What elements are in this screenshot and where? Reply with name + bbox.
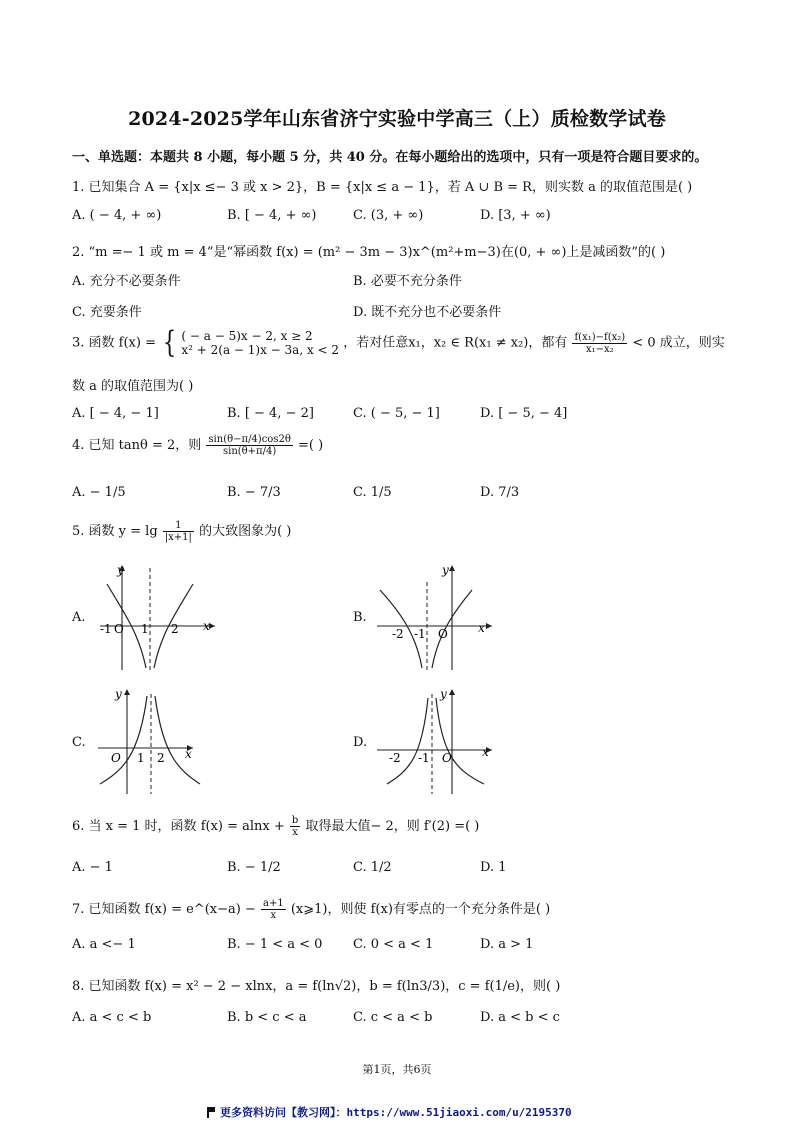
page-footer: 第1页，共6页 — [362, 1063, 432, 1076]
q6-prefix: 6. 当 x = 1 时，函数 f(x) = alnx + — [72, 819, 285, 834]
question-5-stem — [72, 520, 291, 543]
q1-option-b: B. [ − 4, + ∞) — [227, 208, 317, 223]
q4-option-d: D. 7/3 — [480, 485, 520, 500]
q6-fraction — [290, 815, 300, 838]
q3-option-c: C. ( − 5, − 1] — [353, 406, 440, 421]
question-3-stem — [72, 325, 725, 360]
graph-b — [372, 562, 497, 672]
graph-a-x-label: x — [203, 619, 210, 633]
q5-option-a-label: A. — [72, 610, 86, 625]
q7-fraction — [261, 898, 286, 921]
q4-fraction-numerator: sin(θ−π/4)cos2θ — [208, 434, 291, 445]
graph-b-tick-neg1: -1 — [414, 627, 426, 641]
piecewise-cases — [181, 329, 339, 357]
q1-option-d: D. [3, + ∞) — [480, 208, 551, 223]
graph-d-tick-neg2: -2 — [389, 751, 401, 765]
resource-link[interactable] — [207, 1104, 572, 1120]
q1-option-a: A. ( − 4, + ∞) — [72, 208, 162, 223]
graph-d-tick-neg1: -1 — [418, 751, 430, 765]
q3-option-a: A. [ − 4, − 1] — [72, 406, 159, 421]
resource-link-text: 更多资料访问【教习网】：https://www.51jiaoxi.com/u/2195370 — [220, 1106, 572, 1119]
question-3-line2: 数 a 的取值范围为( ) — [72, 379, 194, 394]
q2-option-a: A. 充分不必要条件 — [72, 274, 181, 289]
q6-option-b: B. − 1/2 — [227, 860, 281, 875]
q4-option-c: C. 1/5 — [353, 485, 392, 500]
graph-a-origin: O — [114, 622, 124, 636]
piecewise-brace: { — [162, 325, 177, 360]
graph-c-tick-1: 1 — [137, 751, 145, 765]
q7-prefix: 7. 已知函数 f(x) = e^(x−a) − — [72, 902, 256, 917]
q4-option-b: B. − 7/3 — [227, 485, 281, 500]
graph-d — [372, 686, 497, 796]
question-6-stem — [72, 815, 479, 838]
q8-option-c: C. c < a < b — [353, 1010, 433, 1025]
piecewise-case-2: x² + 2(a − 1)x − 3a, x < 2 — [181, 343, 340, 357]
question-1-stem: 1. 已知集合 A = {x|x ≤− 3 或 x > 2}，B = {x|x ≤ a − 1}，若 A ∪ B = R，则实数 a 的取值范围是( ) — [72, 180, 693, 195]
q5-prefix: 5. 函数 y = lg — [72, 524, 158, 539]
graph-c-origin: O — [111, 751, 121, 765]
q5-fraction-denominator: |x+1| — [164, 532, 192, 543]
graph-c — [95, 686, 220, 796]
q7-suffix: (x⩾1)，则使 f(x)有零点的一个充分条件是( ) — [290, 902, 551, 917]
graph-a-y-label: y — [117, 563, 124, 577]
question-7-stem — [72, 898, 550, 921]
q2-option-d: D. 既不充分也不必要条件 — [353, 305, 502, 320]
flag-icon — [207, 1107, 215, 1117]
q5-suffix: 的大致图象为( ) — [199, 524, 292, 539]
q3-option-b: B. [ − 4, − 2] — [227, 406, 314, 421]
q6-fraction-numerator: b — [291, 815, 299, 826]
q4-suffix: =( ) — [297, 438, 324, 453]
graph-b-tick-neg2: -2 — [392, 627, 404, 641]
q7-fraction-denominator: x — [270, 910, 277, 921]
q6-fraction-denominator: x — [292, 827, 298, 838]
q5-option-b-label: B. — [353, 610, 367, 625]
q8-option-d: D. a < b < c — [480, 1010, 560, 1025]
q1-option-c: C. (3, + ∞) — [353, 208, 424, 223]
q8-option-b: B. b < c < a — [227, 1010, 307, 1025]
q7-fraction-numerator: a+1 — [262, 898, 284, 909]
graph-d-x-label: x — [482, 745, 489, 759]
q3-fraction — [572, 332, 627, 355]
question-4-stem — [72, 434, 323, 457]
q3-fraction-numerator: f(x₁)−f(x₂) — [574, 331, 626, 343]
q7-option-d: D. a > 1 — [480, 937, 534, 952]
graph-b-origin: O — [438, 627, 448, 641]
q3-middle: ，若对任意x₁，x₂ ∈ R(x₁ ≠ x₂)，都有 — [343, 335, 568, 351]
graph-c-x-label: x — [185, 747, 192, 761]
graph-d-origin: O — [442, 751, 452, 765]
section-heading: 一、单选题：本题共 8 小题，每小题 5 分，共 40 分。在每小题给出的选项中，只有一项是符合题目要求的。 — [72, 150, 708, 165]
piecewise-case-1: ( − a − 5)x − 2, x ≥ 2 — [181, 329, 313, 343]
q8-option-a: A. a < c < b — [72, 1010, 152, 1025]
q6-option-c: C. 1/2 — [353, 860, 392, 875]
graph-a-tick-neg1: -1 — [100, 622, 112, 636]
graph-d-y-label: y — [440, 687, 447, 701]
q5-fraction — [163, 520, 194, 543]
q4-option-a: A. − 1/5 — [72, 485, 126, 500]
q4-fraction — [206, 434, 292, 457]
q4-fraction-denominator: sin(θ+π/4) — [222, 446, 277, 457]
q4-prefix: 4. 已知 tanθ = 2，则 — [72, 438, 202, 453]
q7-option-c: C. 0 < a < 1 — [353, 937, 434, 952]
q2-option-b: B. 必要不充分条件 — [353, 274, 462, 289]
q6-option-d: D. 1 — [480, 860, 507, 875]
q5-option-d-label: D. — [353, 735, 368, 750]
q5-option-c-label: C. — [72, 735, 86, 750]
q6-option-a: A. − 1 — [72, 860, 113, 875]
graph-a-tick-1: 1 — [141, 622, 149, 636]
graph-c-tick-2: 2 — [157, 751, 165, 765]
question-8-stem: 8. 已知函数 f(x) = x² − 2 − xlnx，a = f(ln√2)，b = f(ln3/3)，c = f(1/e)，则( ) — [72, 979, 561, 994]
graph-b-y-label: y — [442, 563, 449, 577]
graph-c-y-label: y — [115, 687, 122, 701]
q5-fraction-numerator: 1 — [163, 520, 194, 532]
q7-option-b: B. − 1 < a < 0 — [227, 937, 323, 952]
q6-suffix: 取得最大值− 2，则 f′(2) =( ) — [305, 819, 480, 834]
graph-b-x-label: x — [478, 621, 485, 635]
graph-a — [95, 562, 220, 672]
question-2-stem: 2. “m =− 1 或 m = 4”是“幂函数 f(x) = (m² − 3m − 3)x^(m²+m−3)在(0, + ∞)上是减函数”的( ) — [72, 245, 666, 260]
q2-option-c: C. 充要条件 — [72, 305, 142, 320]
q7-option-a: A. a <− 1 — [72, 937, 136, 952]
q3-suffix: < 0 成立，则实 — [632, 335, 725, 351]
page-title: 2024-2025学年山东省济宁实验中学高三（上）质检数学试卷 — [128, 108, 666, 130]
q3-option-d: D. [ − 5, − 4] — [480, 406, 568, 421]
q3-fraction-denominator: x₁−x₂ — [585, 343, 614, 355]
q3-prefix: 3. 函数 f(x) = — [72, 335, 156, 351]
graph-a-tick-2: 2 — [171, 622, 179, 636]
